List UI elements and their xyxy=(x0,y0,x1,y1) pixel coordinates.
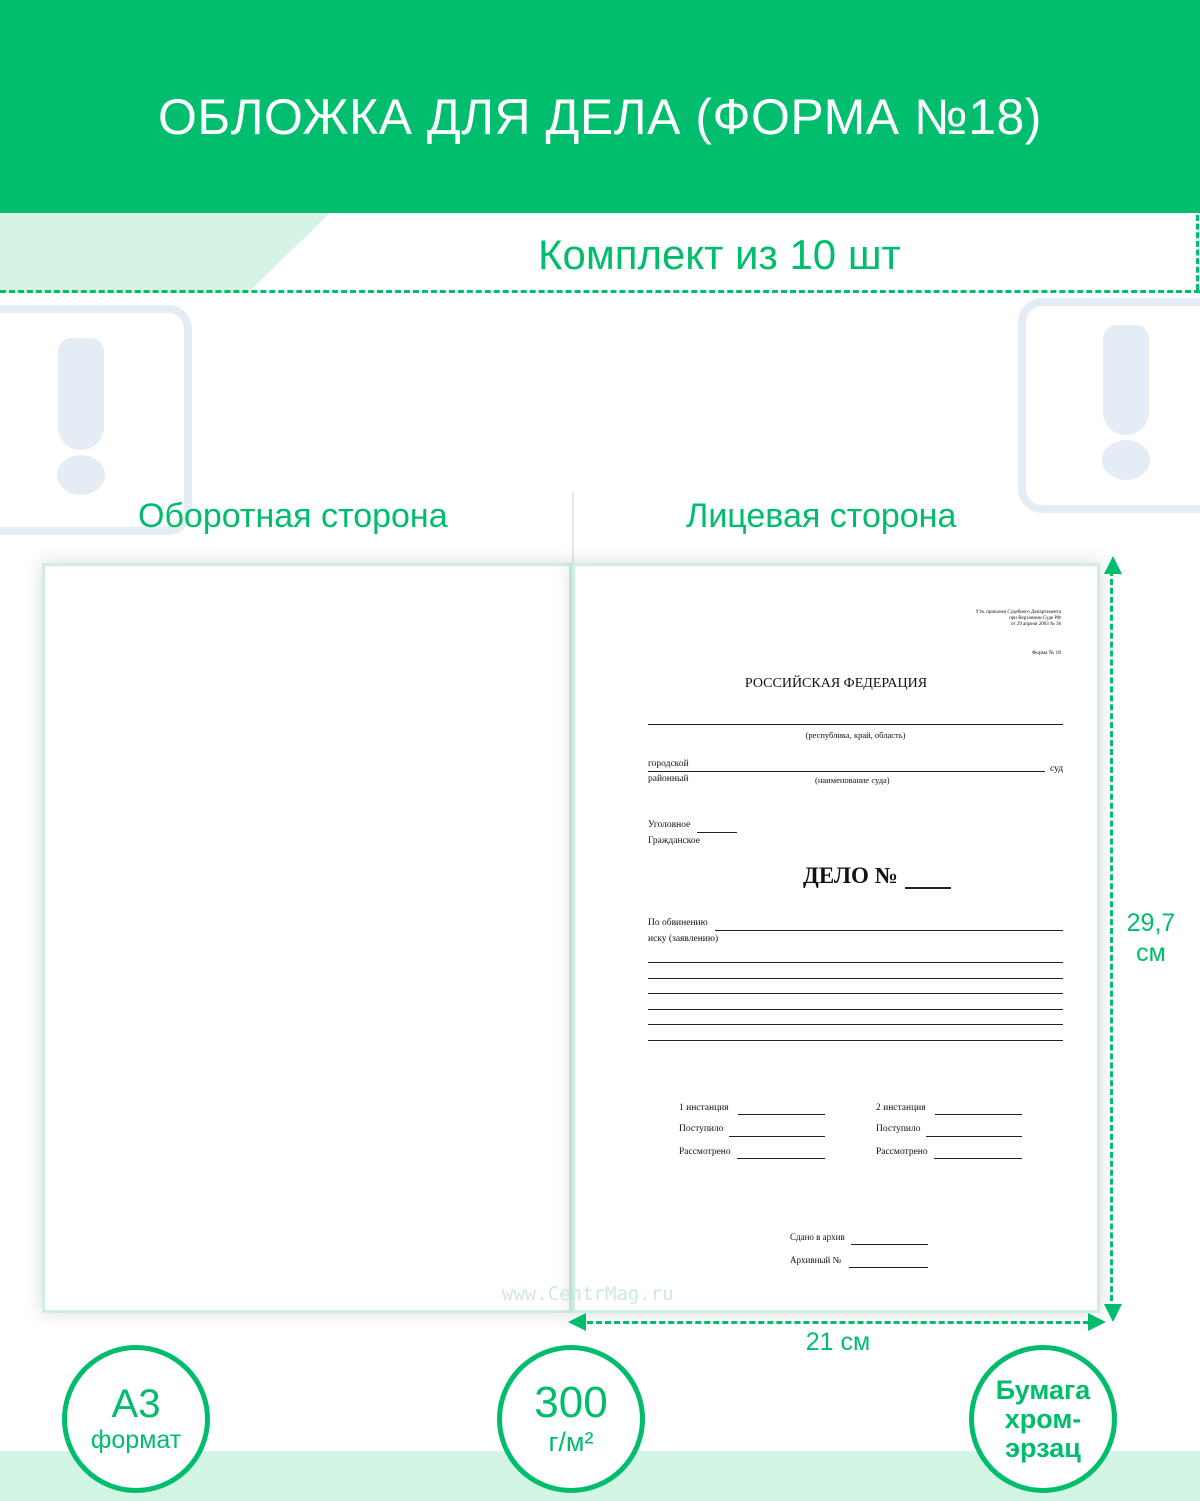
exclamation-icon-dot xyxy=(1102,440,1150,480)
header-banner xyxy=(0,0,1200,213)
court-suffix: суд xyxy=(1050,764,1064,774)
case-type-criminal: Уголовное xyxy=(648,820,691,830)
federation-heading: РОССИЙСКАЯ ФЕДЕРАЦИЯ xyxy=(744,676,928,691)
page-title: ОБЛОЖКА ДЛЯ ДЕЛА (ФОРМА №18) xyxy=(158,89,1042,145)
received-label-2: Поступило xyxy=(876,1124,921,1134)
region-line xyxy=(648,724,1063,725)
back-side-sheet xyxy=(42,563,572,1313)
reviewed-line-1 xyxy=(737,1158,825,1159)
paper-type-badge: Бумага хром- эрзац xyxy=(969,1345,1117,1493)
case-title: ДЕЛО № xyxy=(803,863,898,888)
text-line xyxy=(648,978,1063,979)
case-type-line xyxy=(697,832,737,833)
text-line xyxy=(648,993,1063,994)
format-badge: А3 формат xyxy=(62,1345,210,1493)
front-side-label: Лицевая сторона xyxy=(686,497,957,535)
subtitle-band xyxy=(0,213,1200,293)
watermark: www.CentrMag.ru xyxy=(502,1283,674,1305)
archived-label: Сдано в архив xyxy=(790,1232,845,1242)
instance-1-label: 1 инстанция xyxy=(679,1103,729,1113)
exclamation-icon-dot xyxy=(57,455,105,495)
accusation-label: По обвинению xyxy=(648,918,708,928)
width-dimension: 21 см xyxy=(805,1328,871,1356)
reviewed-line-2 xyxy=(934,1158,1022,1159)
text-line xyxy=(648,962,1063,963)
text-line xyxy=(648,1040,1063,1041)
instance-2-label: 2 инстанция xyxy=(876,1103,926,1113)
accusation-line xyxy=(715,930,1063,931)
reviewed-label-2: Рассмотрено xyxy=(876,1147,928,1157)
back-side-label: Оборотная сторона xyxy=(138,497,448,535)
archived-line xyxy=(851,1244,928,1245)
set-count-subtitle: Комплект из 10 шт xyxy=(538,231,901,278)
received-line-2 xyxy=(926,1136,1022,1137)
height-dimension: 29,7 см xyxy=(1126,909,1176,967)
court-line xyxy=(648,771,1045,772)
reviewed-label-1: Рассмотрено xyxy=(679,1147,731,1157)
received-label-1: Поступило xyxy=(679,1124,724,1134)
received-line-1 xyxy=(729,1136,825,1137)
text-line xyxy=(648,1009,1063,1010)
form-number: Форма № 18 xyxy=(1031,650,1061,656)
text-line xyxy=(648,1024,1063,1025)
approval-note: Утв. приказом Судебного Департамента при Верховном Суде РФ от 29 апреля 2003 № 36 xyxy=(975,610,1061,627)
court-type-city: городской xyxy=(648,759,689,769)
court-type-district: районный xyxy=(648,774,689,784)
dashed-divider xyxy=(0,290,1200,293)
instance-2-line xyxy=(935,1114,1022,1115)
claim-label: иску (заявлению) xyxy=(648,934,719,944)
case-type-civil: Гражданское xyxy=(648,836,700,846)
density-badge: 300 г/м² xyxy=(497,1345,645,1493)
court-name-hint: (наименование суда) xyxy=(815,775,890,785)
dashed-divider-vertical xyxy=(1196,215,1199,290)
archive-number-line xyxy=(849,1267,928,1268)
case-number-line xyxy=(905,887,951,889)
exclamation-icon xyxy=(1103,325,1149,435)
instance-1-line xyxy=(738,1114,825,1115)
region-hint: (республика, край, область) xyxy=(805,730,906,740)
archive-number-label: Архивный № xyxy=(790,1255,842,1265)
band-decoration xyxy=(0,213,330,293)
width-dimension-line xyxy=(578,1321,1098,1324)
height-dimension-line xyxy=(1110,570,1113,1310)
exclamation-icon xyxy=(58,338,104,450)
front-side-sheet xyxy=(572,563,1100,1313)
